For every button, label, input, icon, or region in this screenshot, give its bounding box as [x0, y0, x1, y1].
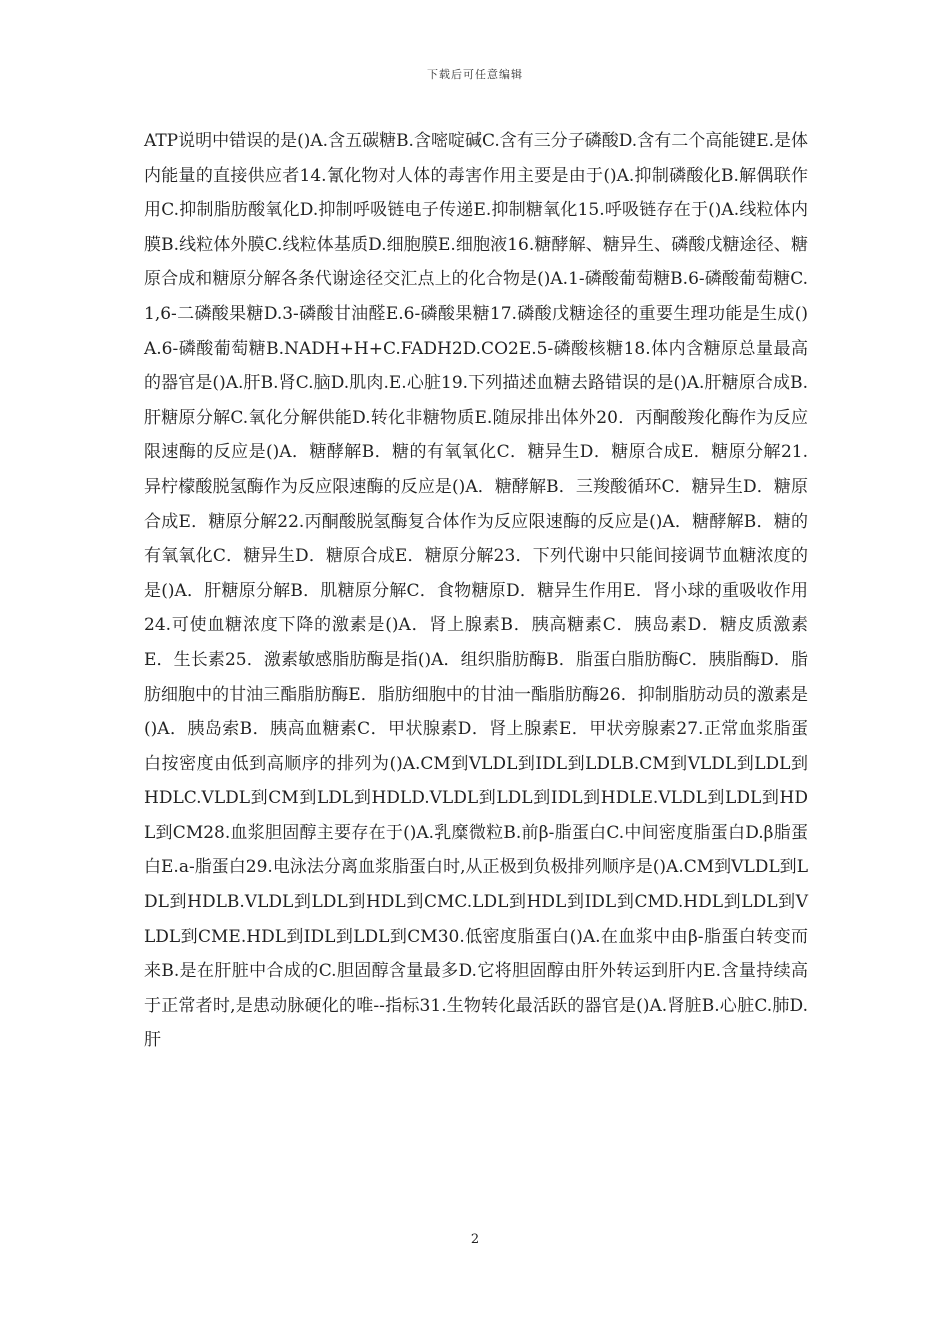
- page-header: 下载后可任意编辑: [427, 68, 523, 81]
- page-number: 2: [470, 1232, 480, 1247]
- body-paragraph: ATP说明中错误的是()A.含五碳糖B.含嘧啶碱C.含有三分子磷酸D.含有二个高能键E.是体内能量的直接供应者14.氰化物对人体的毒害作用主要是由于()A.抑制磷酸化B.解偶联作用C.抑制脂肪酸氧化D.抑制呼吸链电子传递E.抑制糖氧化15.呼吸链存在于()A.线粒体内膜B.线粒体外膜C.线粒体基质D.细胞膜E.细胞液16.糖酵解、糖异生、磷酸戊糖途径、糖原合成和糖原分解各条代谢途径交汇点上的化合物是()A.1-磷酸葡萄糖B.6-磷酸葡萄糖C.1,6-二磷酸果糖D.3-磷酸甘油醛E.6-磷酸果糖17.磷酸戊糖途径的重要生理功能是生成()A.6-磷酸葡萄糖B.NADH+H+C.FADH2D.CO2E.5-磷酸核糖18.体内含糖原总量最高的器官是()A.肝B.肾C.脑D.肌肉.E.心脏19.下列描述血糖去路错误的是()A.肝糖原合成B.肝糖原分解C.氧化分解供能D.转化非糖物质E.随尿排出体外20．丙酮酸羧化酶作为反应限速酶的反应是()A．糖酵解B．糖的有氧氧化C．糖异生D．糖原合成E．糖原分解21.异柠檬酸脱氢酶作为反应限速酶的反应是()A．糖酵解B．三羧酸循环C．糖异生D．糖原合成E．糖原分解22.丙酮酸脱氢酶复合体作为反应限速酶的反应是()A．糖酵解B．糖的有氧氧化C．糖异生D．糖原合成E．糖原分解23．下列代谢中只能间接调节血糖浓度的是()A．肝糖原分解B．肌糖原分解C．食物糖原D．糖异生作用E．肾小球的重吸收作用24.可使血糖浓度下降的激素是()A．肾上腺素B．胰高糖素C．胰岛素D．糖皮质激素E．生长素25．激素敏感脂肪酶是指()A．组织脂肪酶B．脂蛋白脂肪酶C．胰脂酶D．脂肪细胞中的甘油三酯脂肪酶E．脂肪细胞中的甘油一酯脂肪酶26．抑制脂肪动员的激素是()A．胰岛索B．胰高血糖素C．甲状腺素D．肾上腺素E．甲状旁腺素27.正常血浆脂蛋白按密度由低到高顺序的排列为()A.CM到VLDL到IDL到LDLB.CM到VLDL到LDL到HDLC.VLDL到CM到LDL到HDLD.VLDL到LDL到IDL到HDLE.VLDL到LDL到HDL到CM28.血浆胆固醇主要存在于()A.乳糜微粒B.前β-脂蛋白C.中间密度脂蛋白D.β脂蛋白E.a-脂蛋白29.电泳法分离血浆脂蛋白时,从正极到负极排列顺序是()A.CM到VLDL到LDL到HDLB.VLDL到LDL到HDL到CMC.LDL到HDL到IDL到CMD.HDL到LDL到VLDL到CME.HDL到IDL到LDL到CM30.低密度脂蛋白()A.在血浆中由β-脂蛋白转变而来B.是在肝脏中合成的C.胆固醇含量最多D.它将胆固醇由肝外转运到肝内E.含量持续高于正常者时,是患动脉硬化的唯--指标31.生物转化最活跃的器官是()A.肾脏B.心脏C.肺D.肝: [144, 131, 809, 1051]
